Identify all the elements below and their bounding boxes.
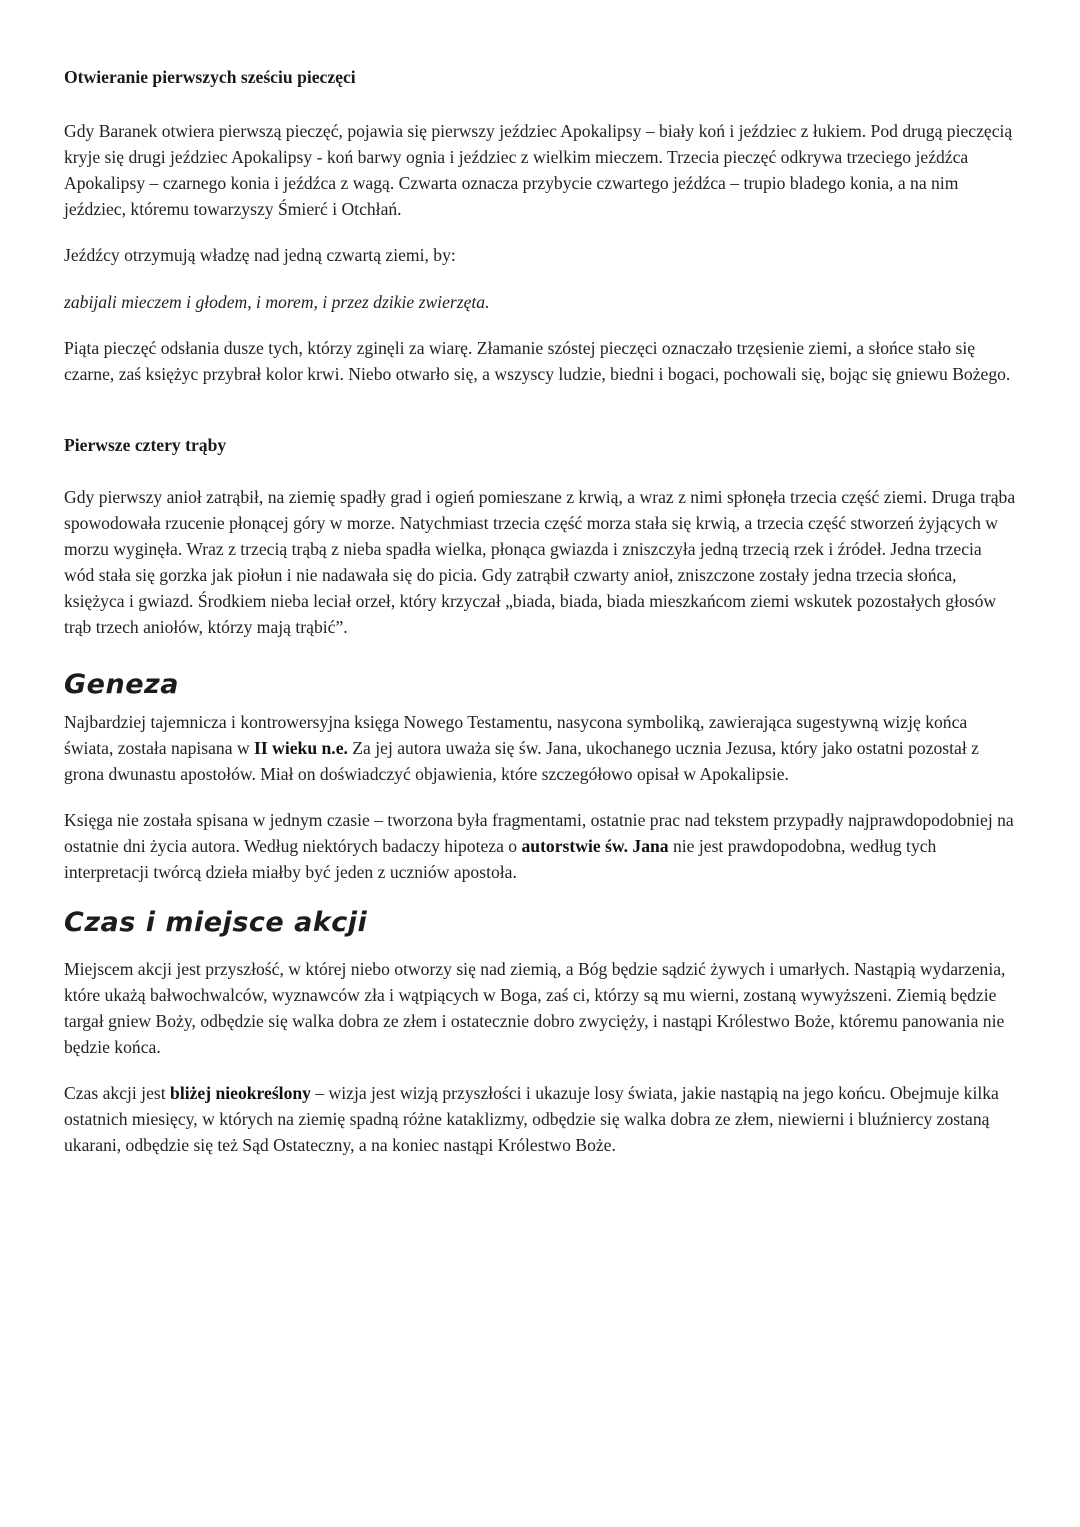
paragraph-horsemen: Gdy Baranek otwiera pierwszą pieczęć, pojawia się pierwszy jeździec Apokalipsy – biały koń i jeździec z łukiem. Pod drugą pieczęcią kryje się drugi jeździec Apokalipsy - koń barwy ognia i jeździec z wielkim mieczem. Trzecia pieczęć odkrywa trzeciego jeźdźca Apokalipsy – czarnego konia i jeźdźca z wagą. Czwarta oznacza przybycie czwartego jeźdźca – trupio bladego konia, a na nim jeździec, któremu towarzyszy Śmierć i Otchłań. [64,121,1013,219]
paragraph-geneza-1 [64,709,1016,787]
text-run: Za jej autora uważa się św. Jana, ukochanego ucznia Jezusa, który jako ostatni pozostał z grona dwunastu apostołów. Miał on doświadczyć objawienia, które szczegółowo opisał w Apokalipsie. [64,738,979,784]
paragraph-geneza-2 [64,807,1016,885]
text-run: Księga nie została spisana w jednym czasie – tworzona była fragmentami, ostatnie prac nad tekstem przypadły najprawdopodobniej na ostatnie dni życia autora. Według niektórych badaczy hipoteza o [64,810,1014,856]
section-heading-seals: Otwieranie pierwszych sześciu pieczęci [64,67,356,87]
section-heading-trumpets: Pierwsze cztery trąby [64,435,227,455]
heading-geneza: Geneza [64,669,179,700]
paragraph-power: Jeźdźcy otrzymują władzę nad jedną czwartą ziemi, by: [64,245,456,265]
paragraph-time [64,1080,1016,1158]
bold-authorship: autorstwie św. Jana [521,836,669,856]
paragraph-fifth-sixth-seal: Piąta pieczęć odsłania dusze tych, którzy zginęli za wiarę. Złamanie szóstej pieczęci oznaczało trzęsienie ziemi, a słońce stało się czarne, zaś księżyc przybrał kolor krwi. Niebo otwarło się, a wszyscy ludzie, biedni i bogaci, pochowali się, bojąc się gniewu Bożego. [64,338,1011,384]
paragraph-trumpets: Gdy pierwszy anioł zatrąbił, na ziemię spadły grad i ogień pomieszane z krwią, a wraz z nimi spłonęła trzecia część ziemi. Druga trąba spowodowała rzucenie płonącej góry w morze. Natychmiast trzecia część morza stała się krwią, a trzecia część stworzeń żyjących w morzu wyginęła. Wraz z trzecią trąbą z nieba spadła wielka, płonąca gwiazda i zniszczyła jedną trzecią rzek i źródeł. Jedna trzecia wód stała się gorzka jak piołun i nie nadawała się do picia. Gdy zatrąbił czwarty anioł, zniszczone zostały jedna trzecia słońca, księżyca i gwiazd. Środkiem nieba leciał orzeł, który krzyczał „biada, biada, biada mieszkańcom ziemi wskutek pozostałych głosów trąb trzech aniołów, którzy mają trąbić”. [64,487,1016,637]
quote-italic: zabijali mieczem i głodem, i morem, i przez dzikie zwierzęta. [64,292,490,312]
text-run: – wizja jest wizją przyszłości i ukazuje losy świata, jakie nastąpią na jego końcu. Obejmuje kilka ostatnich miesięcy, w których na ziemię spadną różne kataklizmy, odbędzie się walka dobra ze złem, niewierni i bluźniercy zostaną ukarani, odbędzie się też Sąd Ostateczny, a na koniec nastąpi Królestwo Boże. [64,1083,999,1155]
text-run: Najbardziej tajemnicza i kontrowersyjna księga Nowego Testamentu, nasycona symboliką, zawierająca sugestywną wizję końca świata, została napisana w [64,712,968,758]
heading-czas-i-miejsce: Czas i miejsce akcji [64,907,368,938]
text-run: nie jest prawdopodobna, według tych interpretacji twórcą dzieła miałby być jeden z uczniów apostoła. [64,836,937,882]
bold-time: bliżej nieokreślony [170,1083,311,1103]
paragraph-place: Miejscem akcji jest przyszłość, w której niebo otworzy się nad ziemią, a Bóg będzie sądzić żywych i umarłych. Nastąpią wydarzenia, które ukażą bałwochwalców, wyznawców zła i wątpiących w Boga, zaś ci, którzy są mu wierni, zostaną wywyższeni. Ziemią będzie targał gniew Boży, odbędzie się walka dobra ze złem i ostatecznie dobro zwycięży, i nastąpi Królestwo Boże, któremu panowania nie będzie końca. [64,959,1006,1057]
text-run: Czas akcji jest [64,1083,171,1103]
bold-century: II wieku n.e. [254,738,348,758]
